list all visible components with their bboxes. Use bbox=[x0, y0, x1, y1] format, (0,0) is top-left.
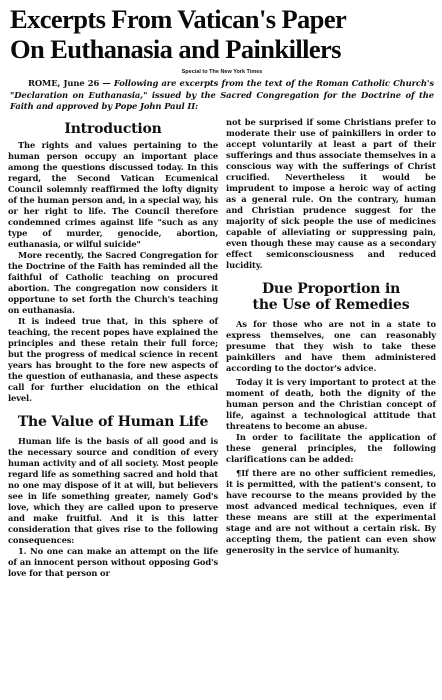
paragraph: As for those who are not in a state to express themselves, one can reasonably presume that they wish to take these painkillers and have them administered according to the doctor's advice. bbox=[226, 318, 436, 373]
dateline: ROME, June 26 bbox=[28, 78, 100, 88]
intro-text: — Following are excerpts from the text of the Roman Catholic Church's "Declaration on Euthanasia," issued by the Sacred Congregation for the Doctrine of the Faith and approved by Pope John Paul II: bbox=[10, 78, 434, 112]
right-column bbox=[226, 117, 436, 579]
left-column bbox=[8, 117, 218, 579]
paragraph: In order to facilitate the application of these general principles, the following clarifications can be added: bbox=[226, 431, 436, 464]
section-title-due-proportion bbox=[226, 281, 436, 313]
paragraph: ¶If there are no other sufficient remedies, it is permitted, with the patient's consent, to have recourse to the means provided by the most advanced medical techniques, even if these means are still at the experimental stage and are not without a certain risk. By accepting them, the patient can even show generosity in the service of humanity. bbox=[226, 467, 436, 555]
paragraph: Today it is very important to protect at the moment of death, both the dignity of the human person and the Christian concept of life, against a technological attitude that threatens to become an abuse. bbox=[226, 376, 436, 431]
paragraph: More recently, the Sacred Congregation for the Doctrine of the Faith has reminded all the faithful of Catholic teaching on procured abortion. The congregation now considers it opportune to set forth the Church's teaching on euthanasia. bbox=[8, 249, 218, 315]
section-title-value-of-life: The Value of Human Life bbox=[17, 413, 209, 430]
headline-line-2: On Euthanasia and Painkillers bbox=[10, 34, 341, 64]
special-credit: Special to The New York Times bbox=[181, 69, 263, 75]
paragraph: It is indeed true that, in this sphere of teaching, the recent popes have explained the principles and these retain their full force; but the progress of medical science in recent years has brought to the fore new aspects of the question of euthanasia, and these aspects call for further elucidation on the ethical level. bbox=[8, 315, 218, 403]
section-title-line-2: the Use of Remedies bbox=[252, 296, 410, 313]
headline bbox=[8, 4, 436, 64]
section-title-introduction: Introduction bbox=[64, 120, 162, 137]
section-title-line-1: Due Proportion in bbox=[261, 280, 401, 297]
paragraph: 1. No one can make an attempt on the life of an innocent person without opposing God's love for that person or bbox=[8, 545, 218, 578]
paragraph-continued: not be surprised if some Christians prefer to moderate their use of painkillers in order to accept voluntarily at least a part of their sufferings and thus associate themselves in a conscious way with the sufferings of Christ crucified. Nevertheless it would be imprudent to impose a heroic way of acting as a general rule. On the contrary, human and Christian prudence suggest for the majority of sick people the use of medicines capable of alleviating or suppressing pain, even though these may cause as a secondary effect semiconsciousness and reduced lucidity. bbox=[226, 116, 436, 270]
article-columns bbox=[8, 117, 436, 579]
headline-line-1: Excerpts From Vatican's Paper bbox=[10, 4, 347, 34]
paragraph: Human life is the basis of all good and is the necessary source and condition of every human activity and of all society. Most people regard life as something sacred and hold that no one may dispose of it at will, but believers see in life something greater, namely God's love, which they are called upon to preserve and make fruitful. And it is this latter consideration that gives rise to the following consequences: bbox=[8, 435, 218, 545]
paragraph: The rights and values pertaining to the human person occupy an important place among the questions discussed today. In this regard, the Second Vatican Ecumenical Council solemnly reaffirmed the lofty dignity of the human person and, in a special way, his or her right to life. The Council therefore condemned crimes against life "such as any type of murder, genocide, abortion, euthanasia, or wilful suicide" bbox=[8, 139, 218, 249]
intro-paragraph bbox=[10, 78, 434, 113]
